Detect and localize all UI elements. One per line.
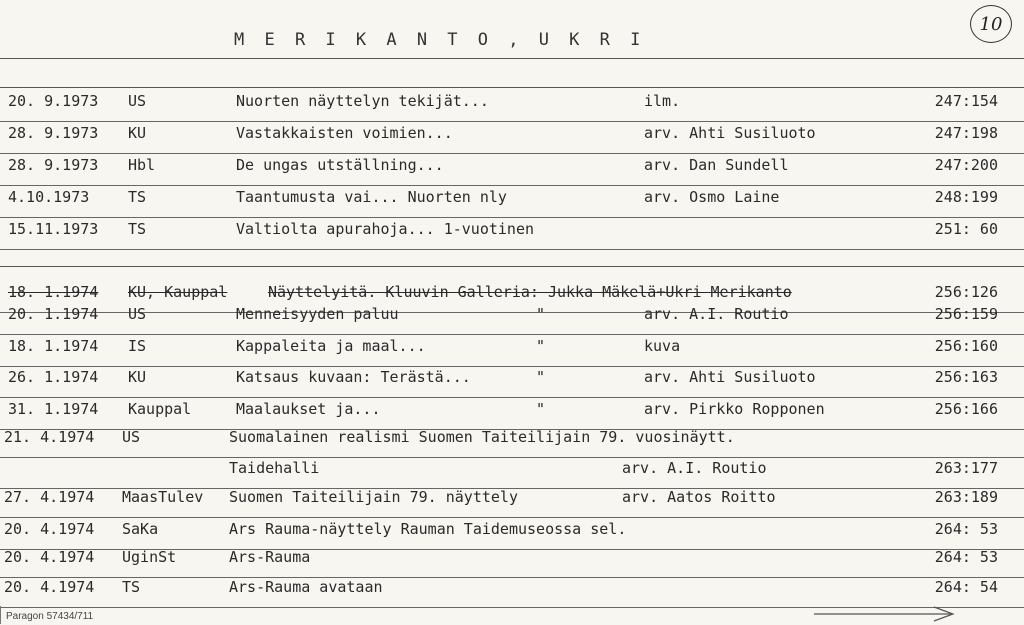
row-title: Kappaleita ja maal... [236,337,426,355]
row-date: 20. 4.1974 [4,520,95,538]
row-title: Vastakkaisten voimien... [236,124,453,142]
table-row [0,459,1024,489]
row-review: ilm. [644,92,681,110]
row-review: arv. Ahti Susiluoto [644,124,816,142]
row-ref: 248:199 [934,188,998,206]
table-row [0,220,1024,250]
row-ref: 247:198 [934,124,998,142]
row-source: IS [128,337,147,355]
row-ref: 251: 60 [934,220,998,238]
row-source: SaKa [122,520,159,538]
header-rule [0,58,1024,59]
footer-tick [0,606,1,624]
row-source: US [128,305,147,323]
row-ditto: " [536,305,546,323]
row-source: US [122,428,141,446]
row-ditto: " [536,337,546,355]
row-date: 18. 1.1974 [8,337,99,355]
table-row [0,124,1024,154]
row-ref: 256:159 [934,305,998,323]
row-title: Nuorten näyttelyn tekijät... [236,92,489,110]
row-date: 15.11.1973 [8,220,99,238]
row-source: US [128,92,147,110]
table-row [0,368,1024,398]
table-row [0,305,1024,335]
row-source: MaasTulev [122,488,204,506]
row-date: 18. 1.1974 [8,283,99,301]
row-date: 27. 4.1974 [4,488,95,506]
table-row [0,428,1024,458]
row-title: Taantumusta vai... Nuorten nly [236,188,507,206]
row-date: 21. 4.1974 [4,428,95,446]
card-number-circle [970,5,1012,43]
row-ref: 247:200 [934,156,998,174]
row-date: 20. 1.1974 [8,305,99,323]
row-source: TS [128,188,147,206]
row-title: Katsaus kuvaan: Terästä... [236,368,471,386]
row-title: Ars-Rauma [229,548,311,566]
card-number: 10 [979,13,1003,35]
table-row [0,488,1024,518]
row-title: De ungas utställning... [236,156,444,174]
table-row [0,92,1024,122]
row-date: 26. 1.1974 [8,368,99,386]
row-review: arv. Ahti Susiluoto [644,368,816,386]
row-source: TS [128,220,147,238]
table-row [0,188,1024,218]
row-title: Ars-Rauma avataan [229,578,383,596]
row-review: arv. Aatos Roitto [622,488,776,506]
header-rule-2 [0,87,1024,88]
row-date: 20. 9.1973 [8,92,99,110]
row-source: KU [128,124,147,142]
row-ref: 247:154 [934,92,998,110]
row-review: kuva [644,337,681,355]
row-title: Suomalainen realismi Suomen Taiteilijain 79. vuosinäytt. [229,428,735,446]
table-row [0,400,1024,430]
row-review: arv. A.I. Routio [622,459,767,477]
row-source: KU [128,368,147,386]
table-row [0,337,1024,367]
row-date: 28. 9.1973 [8,156,99,174]
row-ref: 256:160 [934,337,998,355]
row-ref: 256:126 [934,283,998,301]
table-row [0,548,1024,578]
row-date: 28. 9.1973 [8,124,99,142]
row-ditto: " [536,368,546,386]
right-arrow-icon [814,604,956,622]
row-title: Menneisyyden paluu [236,305,399,323]
section-rule [0,266,1024,267]
table-row [0,156,1024,186]
row-title: Taidehalli [229,459,320,477]
table-row [0,520,1024,550]
row-title: Maalaukset ja... [236,400,381,418]
card-title: M E R I K A N T O , U K R I [234,30,646,50]
row-date: 31. 1.1974 [8,400,99,418]
row-review: arv. Osmo Laine [644,188,780,206]
row-date: 20. 4.1974 [4,548,95,566]
row-title: Valtiolta apurahoja... 1-vuotinen [236,220,535,238]
row-review: arv. Pirkko Ropponen [644,400,825,418]
row-ref: 264: 54 [934,578,998,596]
row-date: 4.10.1973 [8,188,90,206]
row-title: Ars Rauma-näyttely Rauman Taidemuseossa sel. [229,520,627,538]
row-source: Hbl [128,156,156,174]
row-ref: 256:163 [934,368,998,386]
row-ref: 263:177 [934,459,998,477]
row-ref: 263:189 [934,488,998,506]
row-ref: 264: 53 [934,548,998,566]
row-ref: 256:166 [934,400,998,418]
row-title: Suomen Taiteilijain 79. näyttely [229,488,518,506]
row-title: Näyttelyitä. Kluuvin Galleria: Jukka Mäkelä+Ukri Merikanto [268,283,792,301]
row-source: TS [122,578,141,596]
row-date: 20. 4.1974 [4,578,95,596]
row-source: Kauppal [128,400,192,418]
row-ditto: " [536,400,546,418]
row-review: arv. A.I. Routio [644,305,789,323]
row-ref: 264: 53 [934,520,998,538]
row-source: UginSt [122,548,177,566]
row-source: KU, Kauppal [128,283,228,301]
footer-label: Paragon 57434/711 [6,611,94,622]
row-review: arv. Dan Sundell [644,156,789,174]
